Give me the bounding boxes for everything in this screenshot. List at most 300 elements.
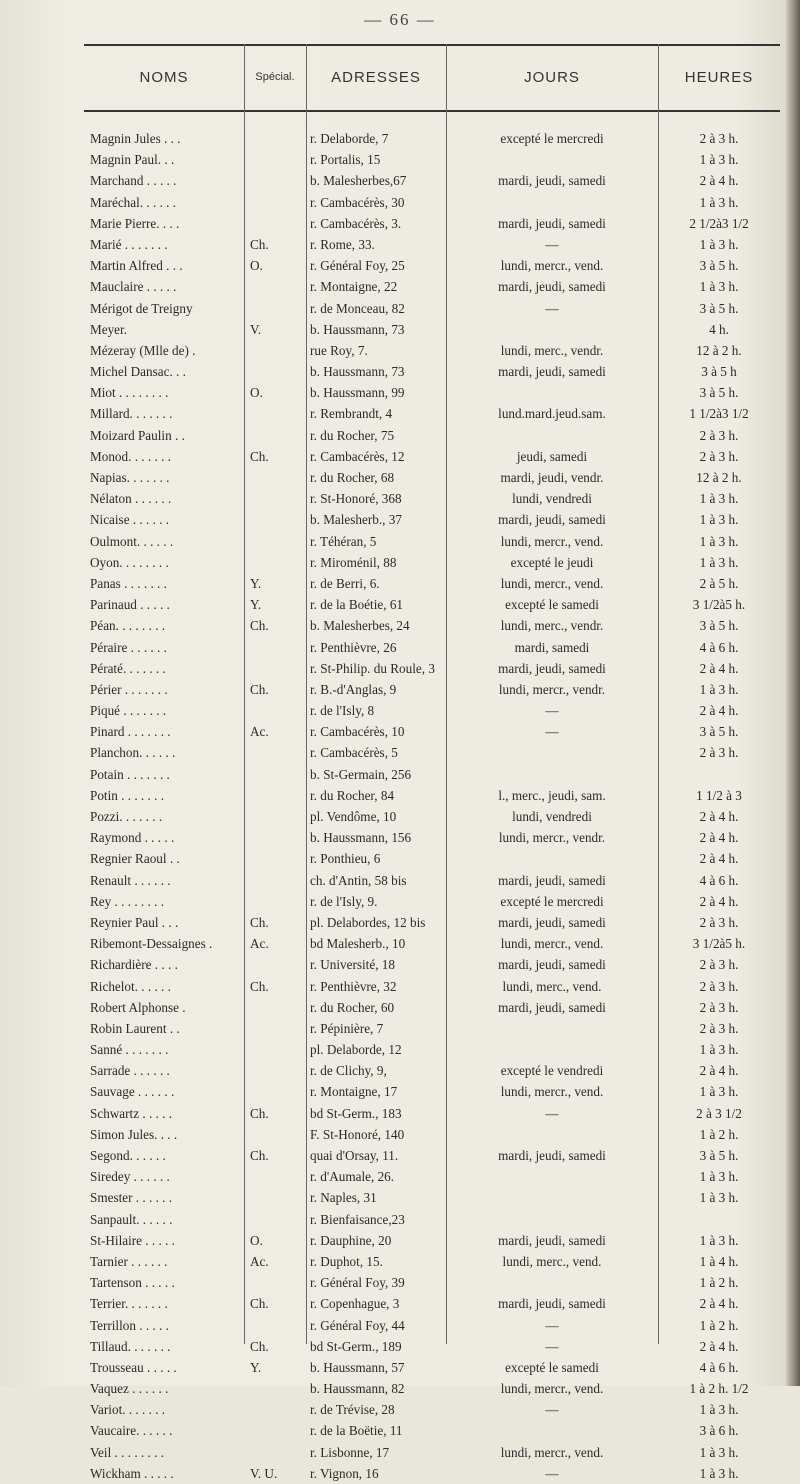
table-row [84,1315,780,1336]
name-cell: Richardière . . . . [90,957,178,973]
address-cell: r. du Rocher, 84 [310,787,395,803]
hours-cell: 3 à 5 h [701,364,737,380]
table-row [84,594,780,615]
table-row [84,679,780,700]
name-cell: Mauclaire . . . . . [90,279,177,295]
page-number: — 66 — [364,10,436,29]
days-cell: — [545,300,559,316]
address-cell: b. Haussmann, 99 [310,385,405,401]
days-cell: lundi, mercr., vend. [500,1444,604,1460]
days-cell: mardi, jeudi, samedi [498,1148,606,1163]
address-cell: b. Haussmann, 82 [310,1381,405,1397]
hours-cell: 1 à 3 h. [699,1465,739,1481]
hours-cell: 2 à 4 h. [699,1296,739,1312]
table-row [84,170,780,191]
hours-cell: 2 à 4 h. [699,1063,739,1079]
hours-cell: 1 à 3 h. [699,1402,739,1418]
address-cell: r. Copenhague, 3 [310,1296,400,1312]
table-row [84,700,780,721]
table-row [84,213,780,234]
table-row [84,742,780,763]
table-row [84,997,780,1018]
table-row [84,509,780,530]
specialty-cell: O. [250,258,263,274]
hours-cell: 2 à 4 h. [699,703,739,719]
hours-cell: 12 à 2 h. [696,470,742,485]
address-cell: r. de Trévise, 28 [310,1402,395,1418]
days-cell: lundi, mercr., vend. [500,1381,604,1397]
name-cell: Marié . . . . . . . [90,236,168,252]
name-cell: Planchon. . . . . . [90,745,176,761]
address-cell: bd St-Germ., 189 [310,1338,402,1354]
table-row [84,1272,780,1293]
days-cell: lundi, mercr., vend. [500,936,604,952]
days-cell: — [545,1105,559,1121]
hours-cell: 3 à 5 h. [699,724,739,740]
days-cell: excepté le samedi [505,1359,599,1375]
hours-cell: 2 à 4 h. [699,1338,739,1354]
hours-cell: 3 1/2à5 h. [692,936,746,952]
name-cell: Napias. . . . . . . [90,470,170,485]
hours-cell: 4 à 6 h. [699,872,739,888]
address-cell: r. Pépinière, 7 [310,1020,384,1036]
days-cell: lundi, mercr., vend. [500,1084,604,1100]
hours-cell: 2 à 4 h. [699,660,739,676]
hours-cell: 1 à 3 h. [699,554,739,570]
hours-cell: 1 à 3 h. [699,512,739,528]
days-cell: mardi, jeudi, samedi [498,173,606,189]
table-row [84,1209,780,1230]
address-cell: r. Cambacérès, 12 [310,448,405,464]
hours-cell: 3 à 5 h. [699,385,739,401]
table-row [84,1336,780,1357]
name-cell: Robin Laurent . . [90,1020,180,1036]
days-cell: lundi, merc., vend. [502,978,602,994]
name-cell: Robert Alphonse . [90,999,186,1015]
table-row [84,933,780,954]
address-cell: r. Rembrandt, 4 [310,406,393,422]
table-row [84,1187,780,1208]
days-cell: mardi, jeudi, samedi [498,215,606,231]
address-cell: b. Malesherbes,67 [310,173,407,189]
name-cell: Tillaud. . . . . . . [90,1338,171,1354]
hours-cell: 3 à 6 h. [699,1423,739,1439]
hours-cell: 2 1/2à3 1/2 [689,215,749,231]
hours-cell: 1 à 2 h. [699,1126,739,1142]
hours-cell: 1 à 3 h. [699,152,739,168]
table-row [84,319,780,340]
address-cell: b. Haussmann, 73 [310,364,405,380]
header-jours: JOURS [524,68,580,86]
days-cell: excepté le vendredi [500,1063,604,1079]
table-row [84,891,780,912]
name-cell: Schwartz . . . . . [90,1105,173,1121]
specialty-cell: Ch. [250,978,269,994]
name-cell: Pératé. . . . . . . [90,660,166,676]
address-cell: bd St-Germ., 183 [310,1105,402,1121]
specialty-cell: Ac. [250,936,269,952]
name-cell: Tartenson . . . . . [90,1275,175,1291]
address-cell: r. Rome, 33. [310,236,375,252]
address-cell: r. Ponthieu, 6 [310,851,381,867]
address-cell: r. Cambacérès, 10 [310,724,405,740]
name-cell: Maréchal. . . . . . [90,194,177,210]
name-cell: Magnin Jules . . . [90,131,181,146]
table-row [84,1081,780,1102]
hours-cell: 1 à 2 h. [699,1317,739,1333]
days-cell: — [545,703,559,719]
address-cell: r. du Rocher, 60 [310,999,395,1015]
hours-cell: 2 à 3 h. [699,957,739,973]
name-cell: Michel Dansac. . . [90,364,186,380]
table-row [84,1251,780,1272]
address-cell: b. Malesherbes, 24 [310,618,410,634]
name-cell: Terrier. . . . . . . [90,1296,168,1312]
specialty-cell: Y. [250,1359,262,1375]
specialty-cell: Ch. [250,681,269,697]
header-noms: NOMS [139,68,189,86]
days-cell: mardi, samedi [514,639,590,655]
table-row [84,1060,780,1081]
hours-cell: 2 à 4 h. [699,173,739,189]
address-cell: r. Penthièvre, 32 [310,978,397,994]
hours-cell: 3 à 5 h. [699,1148,739,1163]
address-cell: r. Naples, 31 [310,1190,377,1206]
days-cell: mardi, jeudi, samedi [498,872,606,888]
hours-cell: 1 à 3 h. [699,1444,739,1460]
header-adresses: ADRESSES [331,68,421,86]
address-cell: r. de la Boétie, 61 [310,597,404,613]
name-cell: Tarnier . . . . . . [90,1253,168,1269]
address-cell: r. Cambacérès, 5 [310,745,398,761]
days-cell: mardi, jeudi, samedi [498,660,606,676]
hours-cell: 1 à 3 h. [699,1169,739,1185]
table-row [84,785,780,806]
specialty-cell: V. [250,321,262,337]
name-cell: St-Hilaire . . . . . [90,1232,175,1248]
hours-cell: 1 à 3 h. [699,533,739,549]
address-cell: r. Lisbonne, 17 [310,1444,390,1460]
days-cell: lund.mard.jeud.sam. [498,406,606,422]
address-cell: r. B.-d'Anglas, 9 [310,681,397,697]
hours-cell: 2 à 3 h. [699,427,739,443]
days-cell: mardi, jeudi, samedi [498,999,606,1015]
name-cell: Vaucaire. . . . . . [90,1423,173,1439]
table-row [84,976,780,997]
days-cell: — [545,724,559,740]
days-cell: excepté le jeudi [510,554,594,570]
hours-cell: 3 à 5 h. [699,618,739,634]
table-row [84,446,780,467]
name-cell: Nicaise . . . . . . [90,512,170,528]
specialty-cell: Ch. [250,1105,269,1121]
name-cell: Marchand . . . . . [90,173,177,189]
days-cell: lundi, merc., vend. [502,1253,602,1269]
address-cell: pl. Delabordes, 12 bis [310,914,426,930]
name-cell: Millard. . . . . . . [90,406,173,422]
name-cell: Terrillon . . . . . [90,1317,169,1333]
table-row [84,467,780,488]
address-cell: r. Delaborde, 7 [310,131,389,146]
name-cell: Mérigot de Treigny [90,300,193,316]
table-row [84,637,780,658]
table-row [84,658,780,679]
book-spine [786,0,800,1386]
name-cell: Raymond . . . . . [90,830,175,846]
name-cell: Potain . . . . . . . [90,766,170,782]
address-cell: ch. d'Antin, 58 bis [310,872,407,888]
address-cell: r. de l'Isly, 8 [310,703,375,719]
name-cell: Panas . . . . . . . [90,575,167,591]
table-row [84,255,780,276]
table-row [84,1399,780,1420]
table-row [84,1463,780,1484]
days-cell: lundi, mercr., vend. [500,258,604,274]
name-cell: Sarrade . . . . . . [90,1063,170,1079]
table-row [84,721,780,742]
address-cell: F. St-Honoré, 140 [310,1126,405,1142]
name-cell: Sanné . . . . . . . [90,1042,169,1058]
table-row [84,340,780,361]
specialty-cell: Ch. [250,914,269,930]
header-heures: HEURES [684,68,754,86]
name-cell: Piqué . . . . . . . [90,703,167,719]
name-cell: Péraire . . . . . . [90,639,167,655]
table-row [84,1420,780,1441]
name-cell: Wickham . . . . . [90,1465,174,1481]
table-row [84,573,780,594]
days-cell: lundi, vendredi [512,809,592,824]
name-cell: Siredey . . . . . . [90,1169,170,1185]
address-cell: r. St-Honoré, 368 [310,491,402,507]
days-cell: lundi, mercr., vend. [500,575,604,591]
hours-cell: 1 1/2à3 1/2 [689,406,749,422]
days-cell: mardi, jeudi, samedi [498,957,606,973]
name-cell: Rey . . . . . . . . [90,893,164,909]
name-cell: Sanpault. . . . . . [90,1211,173,1227]
days-cell: excepté le samedi [505,597,599,613]
name-cell: Magnin Paul. . . [90,152,175,168]
table-row [84,425,780,446]
table-row [84,1378,780,1399]
table-row [84,954,780,975]
name-cell: Moizard Paulin . . [90,427,185,443]
specialty-cell: V. U. [250,1465,278,1481]
name-cell: Reynier Paul . . . [90,914,179,930]
hours-cell: 2 à 3 h. [699,745,739,761]
days-cell: lundi, merc., vendr. [500,618,604,634]
table-row [84,1039,780,1060]
name-cell: Pinard . . . . . . . [90,724,171,740]
address-cell: r. Portalis, 15 [310,152,381,168]
address-cell: r. Montaigne, 17 [310,1084,398,1100]
hours-cell: 2 à 3 h. [699,131,739,146]
table-row [84,1103,780,1124]
days-cell: mardi, jeudi, samedi [498,512,606,528]
hours-cell: 3 1/2à5 h. [692,597,746,613]
table-row [84,361,780,382]
address-cell: r. de Berri, 6. [310,575,380,591]
table-row [84,764,780,785]
name-cell: Sauvage . . . . . . [90,1084,175,1100]
days-cell: mardi, jeudi, samedi [498,279,606,295]
hours-cell: 1 à 4 h. [699,1253,739,1269]
table-row [84,276,780,297]
name-cell: Regnier Raoul . . [90,851,180,867]
table-row [84,848,780,869]
hours-cell: 2 à 3 h. [699,978,739,994]
header-special: Spécial. [255,71,295,83]
specialty-cell: Ac. [250,1253,269,1269]
name-cell: Potin . . . . . . . [90,787,165,803]
name-cell: Miot . . . . . . . . [90,385,169,401]
address-cell: b. St-Germain, 256 [310,766,412,782]
name-cell: Oulmont. . . . . . [90,533,174,549]
hours-cell: 1 à 3 h. [699,194,739,210]
address-cell: r. de Monceau, 82 [310,300,405,316]
table-row [84,870,780,891]
table-row [84,806,780,827]
specialty-cell: Ch. [250,1148,269,1163]
days-cell: lundi, vendredi [512,491,592,507]
hours-cell: 2 à 3 h. [699,999,739,1015]
specialty-cell: Ac. [250,724,269,740]
days-cell: — [545,1465,559,1481]
hours-cell: 4 à 6 h. [699,1359,739,1375]
address-cell: r. St-Philip. du Roule, 3 [310,660,435,676]
table-row [84,128,780,149]
hours-cell: 2 à 3 h. [699,448,739,464]
table-row [84,615,780,636]
name-cell: Monod. . . . . . . [90,448,171,464]
days-cell: mardi, jeudi, samedi [498,1296,606,1312]
table-row [84,1145,780,1166]
table-row [84,1357,780,1378]
hours-cell: 2 à 5 h. [699,575,739,591]
table-row [84,1230,780,1251]
hours-cell: 1 à 2 h. [699,1275,739,1291]
name-cell: Mézeray (Mlle de) . [90,342,196,358]
address-cell: r. Duphot, 15. [310,1253,383,1269]
hours-cell: 1 à 3 h. [699,491,739,507]
name-cell: Martin Alfred . . . [90,258,183,274]
name-cell: Marie Pierre. . . . [90,215,180,231]
address-cell: r. Université, 18 [310,957,395,973]
days-cell: excepté le mercredi [500,893,604,909]
table-row [84,1166,780,1187]
days-cell: lundi, merc., vendr. [500,342,604,358]
hours-cell: 2 à 3 1/2 [696,1105,742,1121]
address-cell: r. Dauphine, 20 [310,1232,392,1248]
address-cell: quai d'Orsay, 11. [310,1148,399,1163]
days-cell: mardi, jeudi, samedi [498,364,606,380]
name-cell: Trousseau . . . . . [90,1359,177,1375]
address-cell: r. Penthièvre, 26 [310,639,397,655]
table-row [84,827,780,848]
table-row [84,912,780,933]
address-cell: r. Général Foy, 44 [310,1317,405,1333]
hours-cell: 1 à 3 h. [699,1042,739,1058]
address-cell: b. Haussmann, 57 [310,1359,405,1375]
address-cell: r. de Clichy, 9, [310,1063,387,1079]
table-row [84,1293,780,1314]
address-cell: r. de la Boëtie, 11 [310,1423,403,1439]
specialty-cell: Ch. [250,236,269,252]
days-cell: — [545,236,559,252]
table-row [84,149,780,170]
address-cell: r. Téhéran, 5 [310,533,377,549]
table-row [84,488,780,509]
table-row [84,1124,780,1145]
name-cell: Ribemont-Dessaignes . [90,936,213,952]
table-row [84,531,780,552]
name-cell: Renault . . . . . . [90,872,171,888]
name-cell: Nélaton . . . . . . [90,491,172,507]
days-cell: — [545,1317,559,1333]
hours-cell: 4 h. [709,321,729,337]
table-row [84,552,780,573]
address-cell: r. du Rocher, 75 [310,427,395,443]
name-cell: Variot. . . . . . . [90,1402,166,1418]
address-cell: r. Cambacérès, 3. [310,215,402,231]
hours-cell: 12 à 2 h. [696,342,742,358]
table-row [84,192,780,213]
table-row [84,382,780,403]
specialty-cell: O. [250,1232,263,1248]
address-cell: rue Roy, 7. [310,342,368,358]
days-cell: — [545,1402,559,1418]
hours-cell: 3 à 5 h. [699,300,739,316]
days-cell: lundi, mercr., vend. [500,533,604,549]
table-row [84,234,780,255]
days-cell: mardi, jeudi, samedi [498,914,606,930]
hours-cell: 2 à 3 h. [699,1020,739,1036]
address-cell: r. du Rocher, 68 [310,470,395,485]
table-body [84,128,780,1484]
address-cell: b. Malesherb., 37 [310,512,402,528]
name-cell: Richelot. . . . . . [90,978,171,994]
specialty-cell: Ch. [250,1296,269,1312]
hours-cell: 4 à 6 h. [699,639,739,655]
specialty-cell: Y. [250,575,262,591]
directory-table [84,44,780,1481]
address-cell: pl. Vendôme, 10 [310,809,397,824]
name-cell: Simon Jules. . . . [90,1126,178,1142]
hours-cell: 1 1/2 à 3 [696,787,742,803]
header-rule [84,110,780,112]
table-row [84,403,780,424]
table-row [84,1442,780,1463]
address-cell: r. d'Aumale, 26. [310,1169,395,1185]
address-cell: r. de l'Isly, 9. [310,893,378,909]
specialty-cell: O. [250,385,263,401]
name-cell: Oyon. . . . . . . . [90,554,169,570]
name-cell: Segond. . . . . . [90,1148,166,1163]
address-cell: r. Général Foy, 25 [310,258,405,274]
address-cell: b. Haussmann, 73 [310,321,405,337]
address-cell: r. Cambacérès, 30 [310,194,405,210]
specialty-cell: Y. [250,597,262,613]
name-cell: Péan. . . . . . . . [90,618,166,634]
address-cell: r. Général Foy, 39 [310,1275,405,1291]
specialty-cell: Ch. [250,618,269,634]
days-cell: — [545,1338,559,1354]
hours-cell: 3 à 5 h. [699,258,739,274]
hours-cell: 2 à 4 h. [699,830,739,846]
hours-cell: 2 à 4 h. [699,893,739,909]
specialty-cell: Ch. [250,1338,269,1354]
hours-cell: 2 à 4 h. [699,809,739,824]
